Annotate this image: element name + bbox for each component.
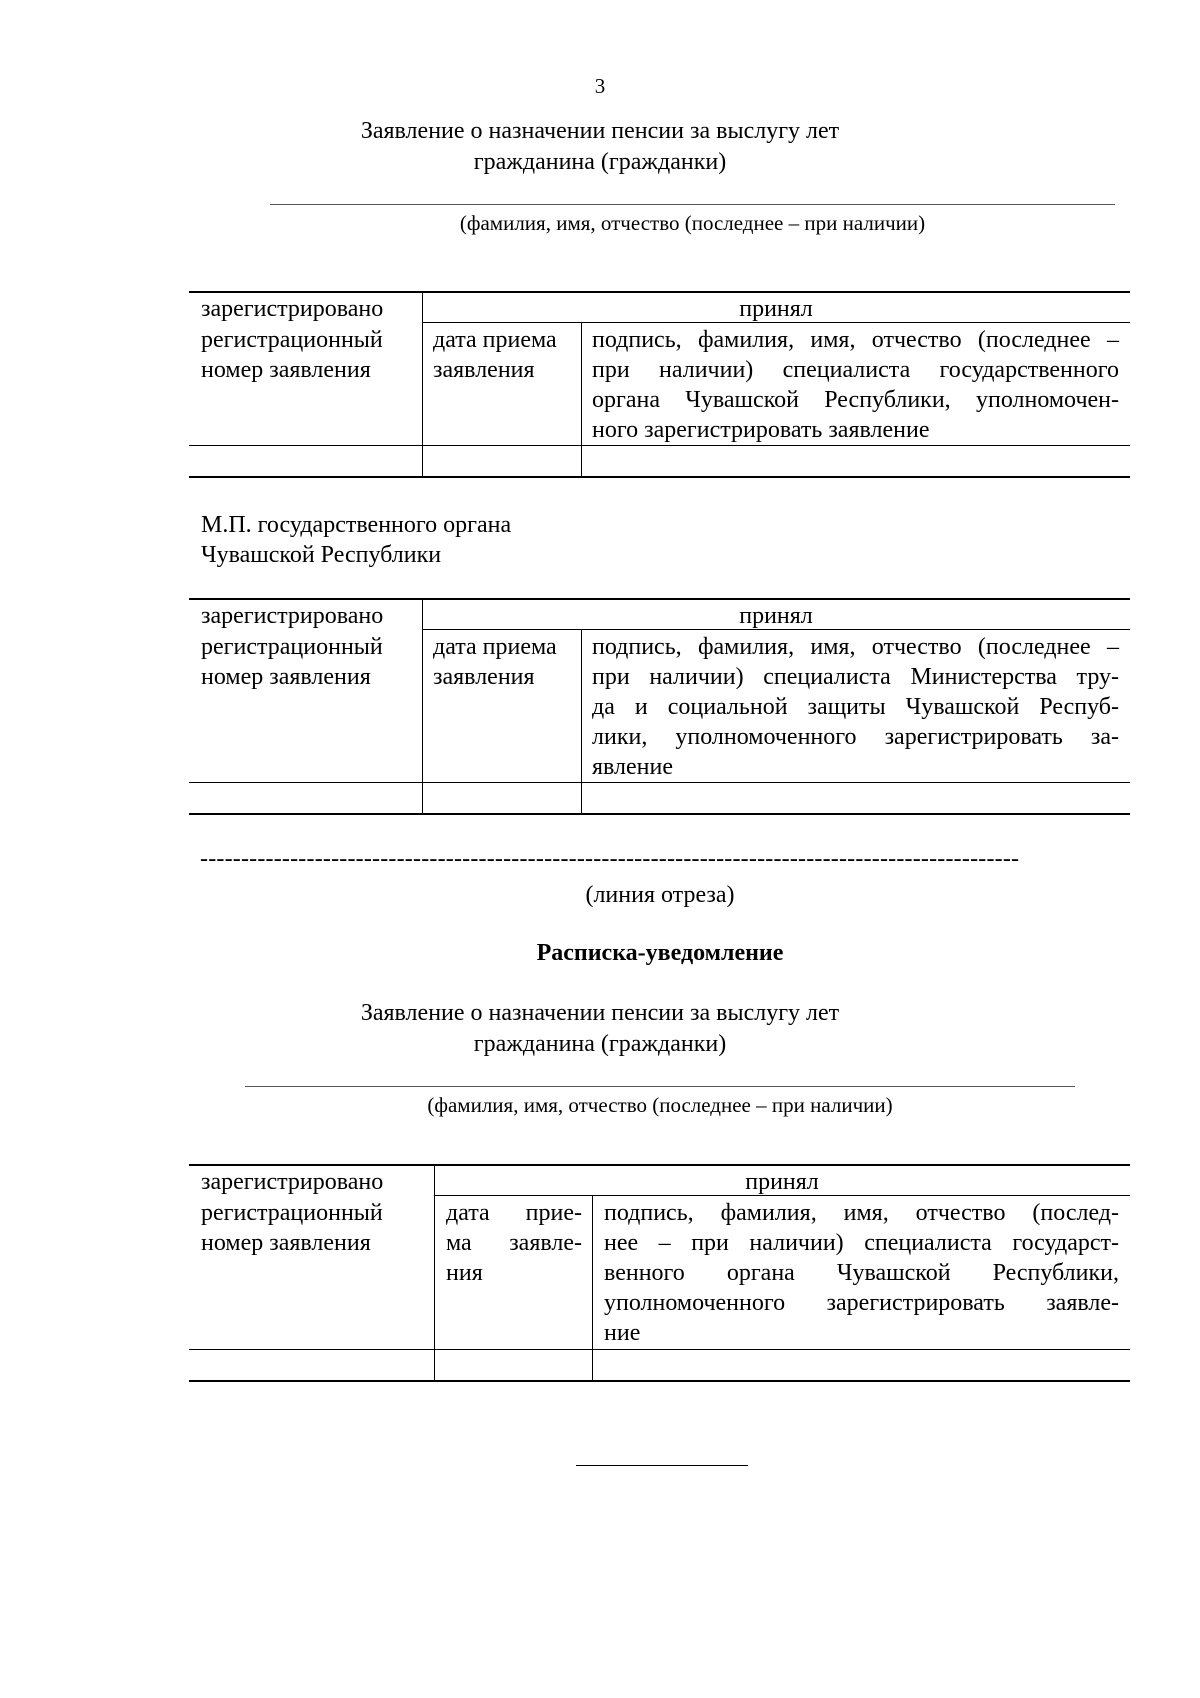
signature-label-line4: лики, уполномоченного зарегистрировать за-	[592, 724, 1119, 750]
date-field-1[interactable]	[423, 446, 580, 476]
receipt-heading: Расписка-уведомление	[536, 940, 784, 966]
signature-label-line3: да и социальной защиты Чувашской Респуб-	[592, 694, 1119, 720]
date-field-2[interactable]	[423, 783, 580, 813]
reg-number-label-line1: регистрационный	[201, 634, 383, 660]
document-title-line2: гражданина (гражданки)	[473, 149, 727, 175]
stamp-label-line1: М.П. государственного органа	[201, 512, 512, 538]
signature-label-line1: подпись, фамилия, имя, отчество (последнее –	[592, 327, 1119, 353]
receipt-title-line2: гражданина (гражданки)	[473, 1031, 727, 1057]
signature-label-line3: органа Чувашской Республики, уполномочен-	[592, 387, 1119, 413]
signature-label-line2: нее – при наличии) специалиста государст-	[604, 1230, 1119, 1256]
reg-number-label-line1: регистрационный	[201, 1200, 383, 1226]
date-field-3[interactable]	[435, 1350, 591, 1380]
date-label-line2: заявления	[433, 664, 535, 690]
signature-label-line2: при наличии) специалиста государственного	[592, 357, 1119, 383]
signature-field-3[interactable]	[593, 1350, 1130, 1380]
reg-number-label-line2: номер заявления	[201, 1230, 371, 1256]
date-label-line3: ния	[446, 1260, 483, 1286]
signature-label-line1: подпись, фамилия, имя, отчество (последнее –	[592, 634, 1119, 660]
date-label-line1: дата приема	[433, 327, 557, 353]
signature-label-line3: венного органа Чувашской Республики,	[604, 1260, 1119, 1286]
name-caption: (фамилия, имя, отчество (последнее – при наличии)	[459, 211, 926, 235]
signature-label-line2: при наличии) специалиста Министерства тру-	[592, 664, 1119, 690]
cut-line: ----------------------------------------------------------------------------------------------------	[200, 846, 1020, 872]
signature-field-1[interactable]	[582, 446, 1130, 476]
accepted-header: принял	[739, 296, 813, 322]
reg-number-label-line1: регистрационный	[201, 327, 383, 353]
registered-header: зарегистрировано	[201, 296, 384, 322]
signature-label-line5: ние	[604, 1320, 641, 1346]
receipt-title-line1: Заявление о назначении пенсии за выслугу лет	[360, 1000, 840, 1026]
signature-label-line1: подпись, фамилия, имя, отчество (послед-	[604, 1200, 1119, 1226]
signature-label-line4: уполномоченного зарегистрировать заявле-	[604, 1290, 1119, 1316]
signature-label-line4: ного зарегистрировать заявление	[592, 417, 930, 443]
stamp-label-line2: Чувашской Республики	[201, 542, 442, 568]
registered-header: зарегистрировано	[201, 603, 384, 629]
reg-number-field-1[interactable]	[189, 446, 421, 476]
date-label-line2: ма заявле-	[446, 1230, 582, 1256]
reg-number-field-2[interactable]	[189, 783, 421, 813]
receipt-name-caption: (фамилия, имя, отчество (последнее – при наличии)	[427, 1093, 893, 1117]
cut-line-caption: (линия отреза)	[585, 882, 735, 908]
date-label-line1: дата приема	[433, 634, 557, 660]
document-title-line1: Заявление о назначении пенсии за выслугу лет	[360, 118, 840, 144]
reg-number-field-3[interactable]	[189, 1350, 433, 1380]
end-separator	[576, 1465, 748, 1466]
date-label-line2: заявления	[433, 357, 535, 383]
registered-header: зарегистрировано	[201, 1169, 384, 1195]
accepted-header: принял	[739, 603, 813, 629]
signature-field-2[interactable]	[582, 783, 1130, 813]
name-fill-line	[270, 204, 1115, 205]
signature-label-line5: явление	[592, 754, 674, 780]
date-label-line1: дата прие-	[446, 1200, 582, 1226]
receipt-name-fill-line	[245, 1086, 1075, 1087]
accepted-header: принял	[745, 1169, 819, 1195]
reg-number-label-line2: номер заявления	[201, 357, 371, 383]
page-number: 3	[594, 74, 606, 98]
reg-number-label-line2: номер заявления	[201, 664, 371, 690]
